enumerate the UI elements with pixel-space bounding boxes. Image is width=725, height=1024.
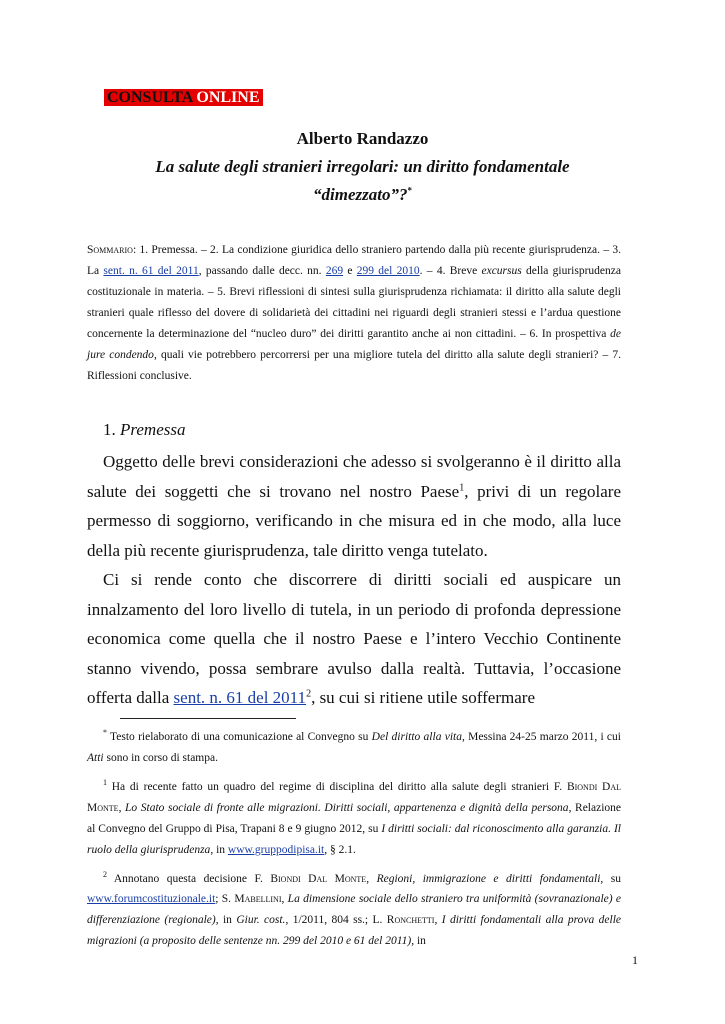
footnote-separator [120,718,296,719]
summary-text: della giurisprudenza costituzionale in materia. – 5. Brevi riflessioni di sintesi sulla giurisprudenza richiamata: il diritto alla salute degli stranieri quale riflesso del dovere di solidarietà dei cittadini nei riguardi degli stranieri stessi e l’ardua questione concernente la determinazione del “nucleo duro” dei diritti garantito anche ai non cittadini. – 6. In prospettiva [87,265,621,340]
footnote-italic: Del diritto alla vita [371,730,462,743]
footnote-text: , 1/2011, 804 ss.; L. [285,914,387,927]
title-footnote-mark[interactable]: * [407,185,412,196]
footnote-2: $^2$ Annotano questa decisione F. Biondi Dal Monte, Regioni, immigrazione e diritti fondamentali, su www.forumcostituzionale.it; S. Mabellini, La dimensione sociale dello straniero tra uniformità (sovranazionale) e differenziazione (regionale), in Giur. cost., 1/2011, 804 ss.; L. Ronchetti, I diritti fondamentali alla prova delle migrazioni (a proposito delle sentenze nn. 299 del 2010 e 61 del 2011), in [87,869,622,948]
author-name: Alberto Randazzo [296,129,429,148]
article-title-line-1: La salute degli stranieri irregolari: un diritto fondamentale [155,157,570,176]
footnote-star [87,722,621,769]
footnote-text: sono in corso di stampa. [103,751,218,764]
footnote-text: , in [411,935,426,948]
sent-61-2011-body-link[interactable]: sent. n. 61 del 2011 [173,688,307,707]
footnote-text: , Relazione al Convegno del Gruppo di Pisa, Trapani 8 e 9 giugno 2012, su [87,801,621,835]
summary-italic: de jure condendo [87,328,621,361]
footnote-author: Biondi Dal Monte [87,780,621,814]
footnote-italic: I diritti sociali: dal riconoscimento alla garanzia. Il ruolo della giurisprudenza [87,822,621,856]
summary-label: Sommario [87,244,133,256]
section-number: 1. [103,420,120,439]
article-title-line-2 [0,185,725,205]
footnote-mark: * [103,728,107,737]
consulta-online-banner [104,89,263,106]
footnote-italic: Atti [87,751,104,764]
summary-text: , passando dalle decc. nn. [198,265,326,277]
body-text-run: Ci si rende conto che discorrere di diritti sociali ed auspicare un innalzamento del loro livello di tutela, in un periodo di profonda depressione economica come quella che il nostro Paese e l’intero Vecchio Continente stanno vivendo, possa sembrare avulso dalla realtà. Tuttavia, l’occasione offerta dalla [87,570,621,707]
footnote-text: ; S. [215,893,235,906]
footnote-ref-1[interactable]: 1 [459,481,465,493]
footnote-text: Testo rielaborato di una comunicazione al Convegno su [107,730,372,743]
footnote-text: , in [210,843,228,856]
body-text-run: , su cui si ritiene utile soffermare [311,688,535,707]
summary-text: , quali vie potrebbero percorrersi per una migliore tutela del diritto alla salute degli stranieri? – 7. Riflessioni conclusive. [87,349,621,382]
footnote-text: , in [215,914,237,927]
summary-text: . – 4. Breve [419,265,482,277]
summary-text: : 1. Premessa. – 2. La condizione giuridica dello straniero partendo dalla più recente giurisprudenza. – 3. La [87,244,621,277]
section-title: Premessa [120,420,186,439]
footnote-mark: 1 [103,777,107,787]
summary-italic: excursus [481,265,522,277]
body-text-run: , privi di un regolare permesso di soggiorno, verificando in che misura ed in che modo, alla luce della più recente giurisprudenza, tale diritto venga tutelato. [87,481,621,560]
footnote-italic: Lo Stato sociale di fronte alle migrazioni. Diritti sociali, appartenenza e dignità della persona [125,801,569,814]
footnote-1: $^1$ Ha di recente fatto un quadro del regime di disciplina del diritto alla salute degli stranieri F. Biondi Dal Monte, Lo Stato sociale di fronte alle migrazioni. Diritti sociali, appartenenza e dignità della persona, Relazione al Convegno del Gruppo di Pisa, Trapani 8 e 9 giugno 2012, su I diritti sociali: dal riconoscimento alla garanzia. Il ruolo della giurisprudenza, in www.gruppodipisa.it, § 2.1. [87,777,621,856]
body-paragraph-2 [87,565,621,713]
footnote-text: , su [600,872,622,885]
footnote-ref-2[interactable]: 2 [306,688,312,700]
body-text-run: Oggetto delle brevi considerazioni che adesso si svolgeranno è il diritto alla salute dei soggetti che si trovano nel nostro Paese [87,452,621,501]
sent-61-2011-link[interactable]: sent. n. 61 del 2011 [103,265,199,277]
body-text [87,447,621,713]
section-heading-premessa [103,420,185,440]
banner-word-online: ONLINE [196,89,260,106]
footnote-italic: La dimensione sociale dello straniero tra uniformità (sovranazionale) e differenziazione (regionale) [87,893,622,927]
footnote-text: Annotano questa decisione F. [107,872,271,885]
footnote-italic: Giur. cost. [236,914,286,927]
footnote-author: Mabellini [234,893,282,906]
page-number: 1 [632,953,638,967]
forumcostituzionale-link[interactable]: www.forumcostituzionale.it [87,893,216,906]
article-title-text: “dimezzato”? [313,185,408,204]
summary-text: e [343,265,357,277]
footnote-text: , Messina 24-25 marzo 2011, i cui [461,730,621,743]
footnote-italic: I diritti fondamentali alla prova delle migrazioni (a proposito delle sentenze nn. 299 del 2010 e 61 del 2011) [87,914,622,948]
footnote-author: Ronchetti [386,914,435,927]
footnote-text: Ha di recente fatto un quadro del regime di disciplina del diritto alla salute degli stranieri F. [107,780,567,793]
footnote-text: , § 2.1. [324,843,356,856]
footnote-author: Biondi Dal Monte [270,872,367,885]
dec-299-2010-link[interactable]: 299 del 2010 [356,265,420,277]
footnotes [87,722,621,955]
footnote-italic: Regioni, immigrazione e diritti fondamentali [376,872,601,885]
gruppodipisa-link[interactable]: www.gruppodipisa.it [227,843,325,856]
footnote-mark: 2 [103,869,107,879]
banner-word-consulta: CONSULTA [107,89,193,106]
table-of-contents-summary [87,240,621,387]
body-paragraph-1 [87,447,621,565]
dec-269-link[interactable]: 269 [325,265,344,277]
